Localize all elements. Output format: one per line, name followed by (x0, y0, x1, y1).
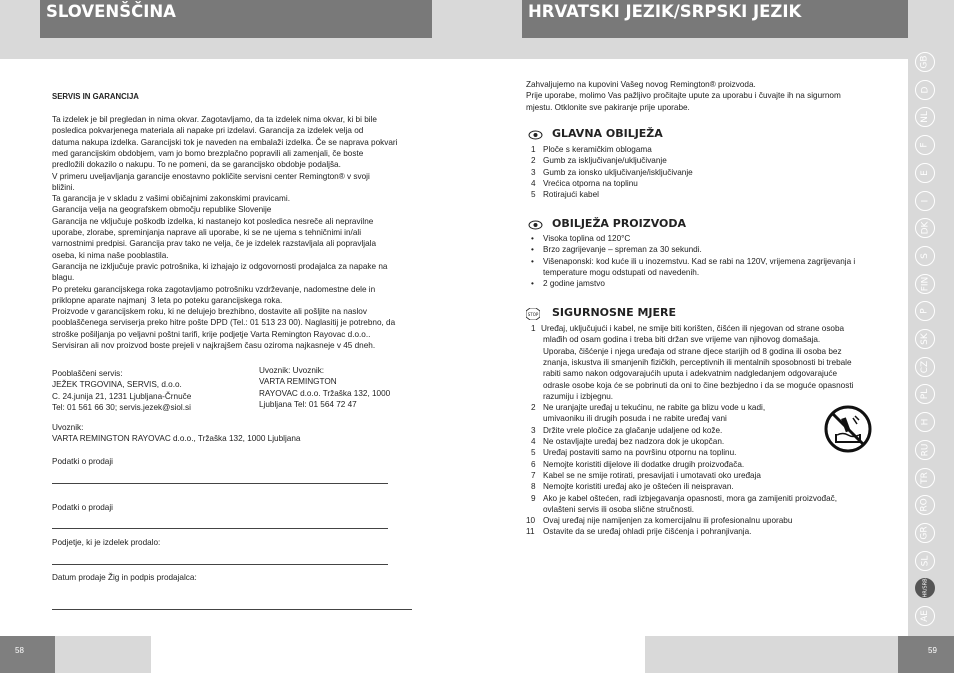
language-tab-label: FIN (919, 276, 930, 291)
product-feature-item: temperature mogu odstupati od navedenih. (543, 267, 700, 277)
safety-title: SIGURNOSNE MJERE (552, 306, 677, 319)
safety-number: 7 (531, 470, 536, 480)
language-tab-label: TR (919, 471, 930, 484)
bullet: • (531, 234, 534, 243)
language-tab-label: GR (919, 526, 930, 540)
language-tab-cz[interactable] (915, 357, 935, 377)
left-footer-grey (55, 636, 151, 673)
language-tab-label: HR/SRB (922, 578, 929, 598)
safety-line: znanja, iskustva ili smanjenih fizičkih, perceptivnih ili mentalnih sposobnosti bi trebale (543, 357, 852, 367)
language-tab-tr[interactable] (915, 468, 935, 488)
safety-line: Nemojte koristiti uređaj ako je oštećen ili neispravan. (543, 482, 734, 492)
text-line: C. 24.junija 21, 1231 Ljubljana-Črnuče (52, 391, 192, 401)
language-tab-label: SL (919, 555, 930, 566)
language-tab-ru[interactable] (915, 440, 935, 460)
feature-item: Ploče s keramičkim oblogama (543, 145, 652, 154)
text-line: Prije uporabe, molimo Vas pažljivo pročitajte upute za uporabu i čuvajte ih na sigurnom (526, 91, 841, 101)
safety-number: 1 (531, 324, 536, 333)
text-line: V primeru uveljavljanja garancije enostavno pokličite servisni center Remington® v svoji (52, 171, 370, 181)
bullet: • (531, 256, 534, 266)
text-line: Zahvaljujemo na kupovini Vašeg novog Remington® proizvoda. (526, 80, 756, 89)
eye-icon (528, 220, 543, 230)
importer-line: VARTA REMINGTON RAYOVAC d.o.o., Tržaška 132, 1000 Ljubljana (52, 434, 301, 443)
form-label: Datum prodaje Žig in podpis prodajalca: (52, 573, 197, 582)
feature-number: 3 (531, 167, 536, 177)
safety-line: Ako je kabel oštećen, radi izbjegavanja opasnosti, mora ga zamijeniti proizvođač, (543, 493, 838, 503)
safety-number: 2 (531, 403, 536, 413)
product-features-title: OBILJEŽA PROIZVODA (552, 217, 687, 230)
text-line: JEŽEK TRGOVINA, SERVIS, d.o.o. (52, 380, 182, 390)
text-line: Po preteku garancijskega roka zagotavljamo potrošniku vzdrževanje, nadomestne dele in (52, 284, 376, 294)
form-label: Podatki o prodaji (52, 457, 113, 466)
language-tab-label: I (920, 199, 930, 202)
safety-line: umivaoniku ili drugih posuda i ne rabite uređaj vani (543, 414, 727, 424)
language-tab-label: CZ (919, 360, 930, 373)
safety-line: Nemojte koristiti dijelove ili dodatke drugih proizvođača. (543, 459, 745, 469)
text-line: Pooblaščeni servis: (52, 369, 123, 378)
language-tab-label: RO (920, 498, 930, 512)
form-line (52, 564, 388, 565)
features-title: GLAVNA OBILJEŽA (552, 127, 663, 140)
safety-line: mlađih od osam godina i treba biti držan sve vrijeme van njihovog domašaja. (543, 335, 821, 345)
text-line: med garancijskim obdobjem, vam jo bomo brezplačno popravili ali zamenjali, če boste (52, 148, 364, 158)
safety-line: Uporaba, čišćenje i njega uređaja od strane djece starijih od 8 godina ili osoba bez (543, 346, 842, 356)
text-line: Uvoznik: Uvoznik: (259, 366, 325, 375)
language-tab-sl[interactable] (915, 551, 935, 571)
safety-number: 8 (531, 482, 536, 492)
right-footer-grey (645, 636, 898, 673)
language-tab-label: AE (920, 610, 930, 622)
bullet: • (531, 245, 534, 255)
language-tab-label: F (920, 142, 930, 148)
importer-label: Uvoznik: (52, 423, 84, 432)
language-tab-sk[interactable] (915, 329, 935, 349)
stop-icon (526, 308, 540, 320)
language-tab-label: P (920, 308, 930, 315)
safety-number: 5 (531, 448, 536, 458)
language-tab-label: DK (920, 221, 930, 235)
safety-number: 10 (526, 516, 536, 526)
no-water-icon (823, 404, 873, 454)
text-line: datuma nakupa izdelka. Garancijski tok je naveden na embalaži izdelka. Če se naprava pokvari (52, 137, 398, 147)
eye-icon (528, 130, 543, 140)
text-line: Ta izdelek je bil pregledan in nima okvar. Zagotavljamo, da ta izdelek nima okvar, ki bi bile (52, 115, 377, 124)
language-tab-f[interactable] (915, 135, 935, 155)
safety-number: 6 (531, 459, 536, 469)
language-tab-ae[interactable] (915, 606, 935, 626)
safety-line: Ne ostavljajte uređaj bez nadzora dok je ukopčan. (543, 437, 725, 446)
language-tab-fin[interactable] (915, 274, 935, 294)
form-label: Podatki o prodaji (52, 503, 113, 512)
page-number-left: 58 (15, 646, 24, 655)
feature-number: 5 (531, 190, 536, 200)
text-line: stroške pošiljanja po veljavni poštni tarifi, krije podjetje Varta Remington Rayovac d.o.o.. (52, 329, 371, 339)
language-tab-e[interactable] (915, 163, 935, 183)
product-feature-item: Brzo zagrijevanje – spreman za 30 sekundi. (543, 245, 702, 255)
text-line: Garancija ne izključuje pravic potrošnika, ki izhajajo iz odgovornosti prodajalca za napake na (52, 261, 388, 271)
feature-item: Gumb za ionsko uključivanje/isključivanje (543, 167, 693, 177)
svg-text:STOP: STOP (527, 312, 539, 317)
safety-number: 4 (531, 437, 536, 446)
safety-line: Uređaj postaviti samo na površinu otpornu na toplinu. (543, 448, 737, 458)
right-footer (898, 636, 954, 673)
text-line: blagu. (52, 273, 75, 283)
text-line: mjestu. Otklonite sve pakiranje prije uporabe. (526, 102, 690, 112)
text-line: Ljubljana Tel: 01 564 72 47 (259, 399, 357, 409)
language-tab-label: RU (920, 443, 930, 457)
safety-line: Ne uranjajte uređaj u tekućinu, ne rabite ga blizu vode u kadi, (543, 403, 766, 413)
language-tab-gb[interactable] (915, 52, 935, 72)
safety-line: Uređaj, uključujući i kabel, ne smije biti korišten, čišćen ili njegovan od strane osoba (541, 324, 845, 333)
text-line: pooblaščenega serviserja preko hitre pošte DPD (Tel.: 01 513 23 00). Naglasitij je potrebno, da (52, 318, 396, 328)
left-footer (0, 636, 55, 673)
text-line: bližini. (52, 182, 75, 192)
language-tab-label: NL (920, 111, 930, 124)
language-tab-label: S (920, 253, 930, 259)
text-line: Proizvode v garancijskem roku, ki ne delujejo brezhibno, dostavite ali pošljite na naslov (52, 307, 367, 317)
safety-line: rabiti samo nakon odgovarajućih uputa i adekvatnim nadgledanjem odgovarajuće (543, 369, 838, 379)
language-tab-d[interactable] (915, 80, 935, 100)
text-line: priklopne aparate najmanj 3 leta po poteku garancijskega roka. (52, 295, 283, 305)
form-line (52, 483, 388, 484)
safety-number: 3 (531, 425, 536, 435)
product-feature-item: 2 godine jamstvo (543, 279, 605, 289)
form-line (52, 609, 412, 610)
language-tab-s[interactable] (915, 246, 935, 266)
language-tab-i[interactable] (915, 191, 935, 211)
text-line: RAYOVAC d.o.o. Tržaška 132, 1000 (259, 388, 391, 398)
product-feature-item: Visoka toplina od 120°C (543, 234, 631, 243)
text-line: Servisiran ali nov proizvod boste prejeli v najkrajšem času oziroma najkasneje v 45 dneh. (52, 341, 376, 350)
bullet: • (531, 279, 534, 289)
safety-number: 11 (526, 527, 535, 537)
language-tab-label: D (920, 86, 930, 94)
text-line: predložili dokazilo o nakupu. To ne pomeni, da se garancijsko obdobje podaljša. (52, 160, 341, 170)
text-line: Ta garancija je v skladu z vašimi običajnimi zakonskimi pravicami. (52, 194, 290, 204)
safety-line: Ovaj uređaj nije namijenjen za komercijalnu ili profesionalnu uporabu (543, 516, 793, 526)
text-line: VARTA REMINGTON (259, 377, 337, 387)
safety-line: razumiju i izbjegnu. (543, 391, 614, 401)
language-tab-label: E (920, 169, 930, 176)
page-number-right: 59 (928, 646, 937, 655)
language-tab-label: H (920, 418, 930, 426)
text-line: uporabe, zlorabe, spreminjanja naprave ali uporabe, ki se ne ujema s tehničnimi in/ali (52, 228, 362, 237)
feature-number: 1 (531, 145, 536, 154)
safety-line: Držite vrele pločice za glačanje udaljene od kože. (543, 425, 723, 435)
language-tab-label: SK (920, 333, 930, 345)
feature-item: Gumb za isključivanje/uključivanje (543, 156, 667, 166)
safety-line: Ostavite da se uređaj ohladi prije čišćenja i pohranjivanja. (543, 527, 752, 537)
section-title: SERVIS IN GARANCIJA (52, 92, 139, 101)
text-line: oseba, ki nima naše pooblastila. (52, 250, 169, 260)
language-tab-hr-srb[interactable] (915, 578, 935, 598)
text-line: posledica pokvarjenega materiala ali napake pri izdelavi. Garancija za izdelek velja od (52, 126, 364, 136)
form-label: Podjetje, ki je izdelek prodalo: (52, 538, 161, 547)
language-tab-label: GB (920, 55, 930, 69)
text-line: Tel: 01 561 66 30; servis.jezek@siol.si (52, 402, 191, 412)
safety-line: Kabel se ne smije rotirati, presavijati i umotavati oko uređaja (543, 470, 761, 480)
text-line: Garancija velja na geografskem območju republike Slovenije (52, 205, 272, 215)
form-line (52, 528, 388, 529)
product-feature-item: Višenaponski: kod kuće ili u inozemstvu. Kad se rabi na 120V, vrijemena zagrijevanja i (543, 256, 856, 266)
safety-line: ovlašteni servis ili osoba slične stručnosti. (543, 504, 695, 514)
feature-number: 2 (531, 156, 536, 166)
feature-number: 4 (531, 178, 536, 188)
right-page-header: HRVATSKI JEZIK/SRPSKI JEZIK (522, 0, 908, 38)
language-tab-h[interactable] (915, 412, 935, 432)
feature-item: Rotirajući kabel (543, 190, 599, 200)
text-line: varnostnimi predpisi. Garancija prav tako ne velja, če je izdelek razstavljala ali popravljala (52, 239, 377, 249)
safety-line: odrasle osobe koja će se pobrinuti da oni to čine bezbjedno i da se moguće opasnosti (543, 380, 854, 390)
language-tab-label: PL (919, 389, 930, 400)
feature-item: Vrećica otporna na toplinu (543, 178, 638, 188)
left-page-header: SLOVENŠČINA (40, 0, 432, 38)
language-tab-gr[interactable] (915, 523, 935, 543)
text-line: Garancija ne vključuje poškodb izdelka, ki nastanejo kot posledica nesreče ali nepravilne (52, 216, 374, 226)
safety-number: 9 (531, 493, 536, 503)
